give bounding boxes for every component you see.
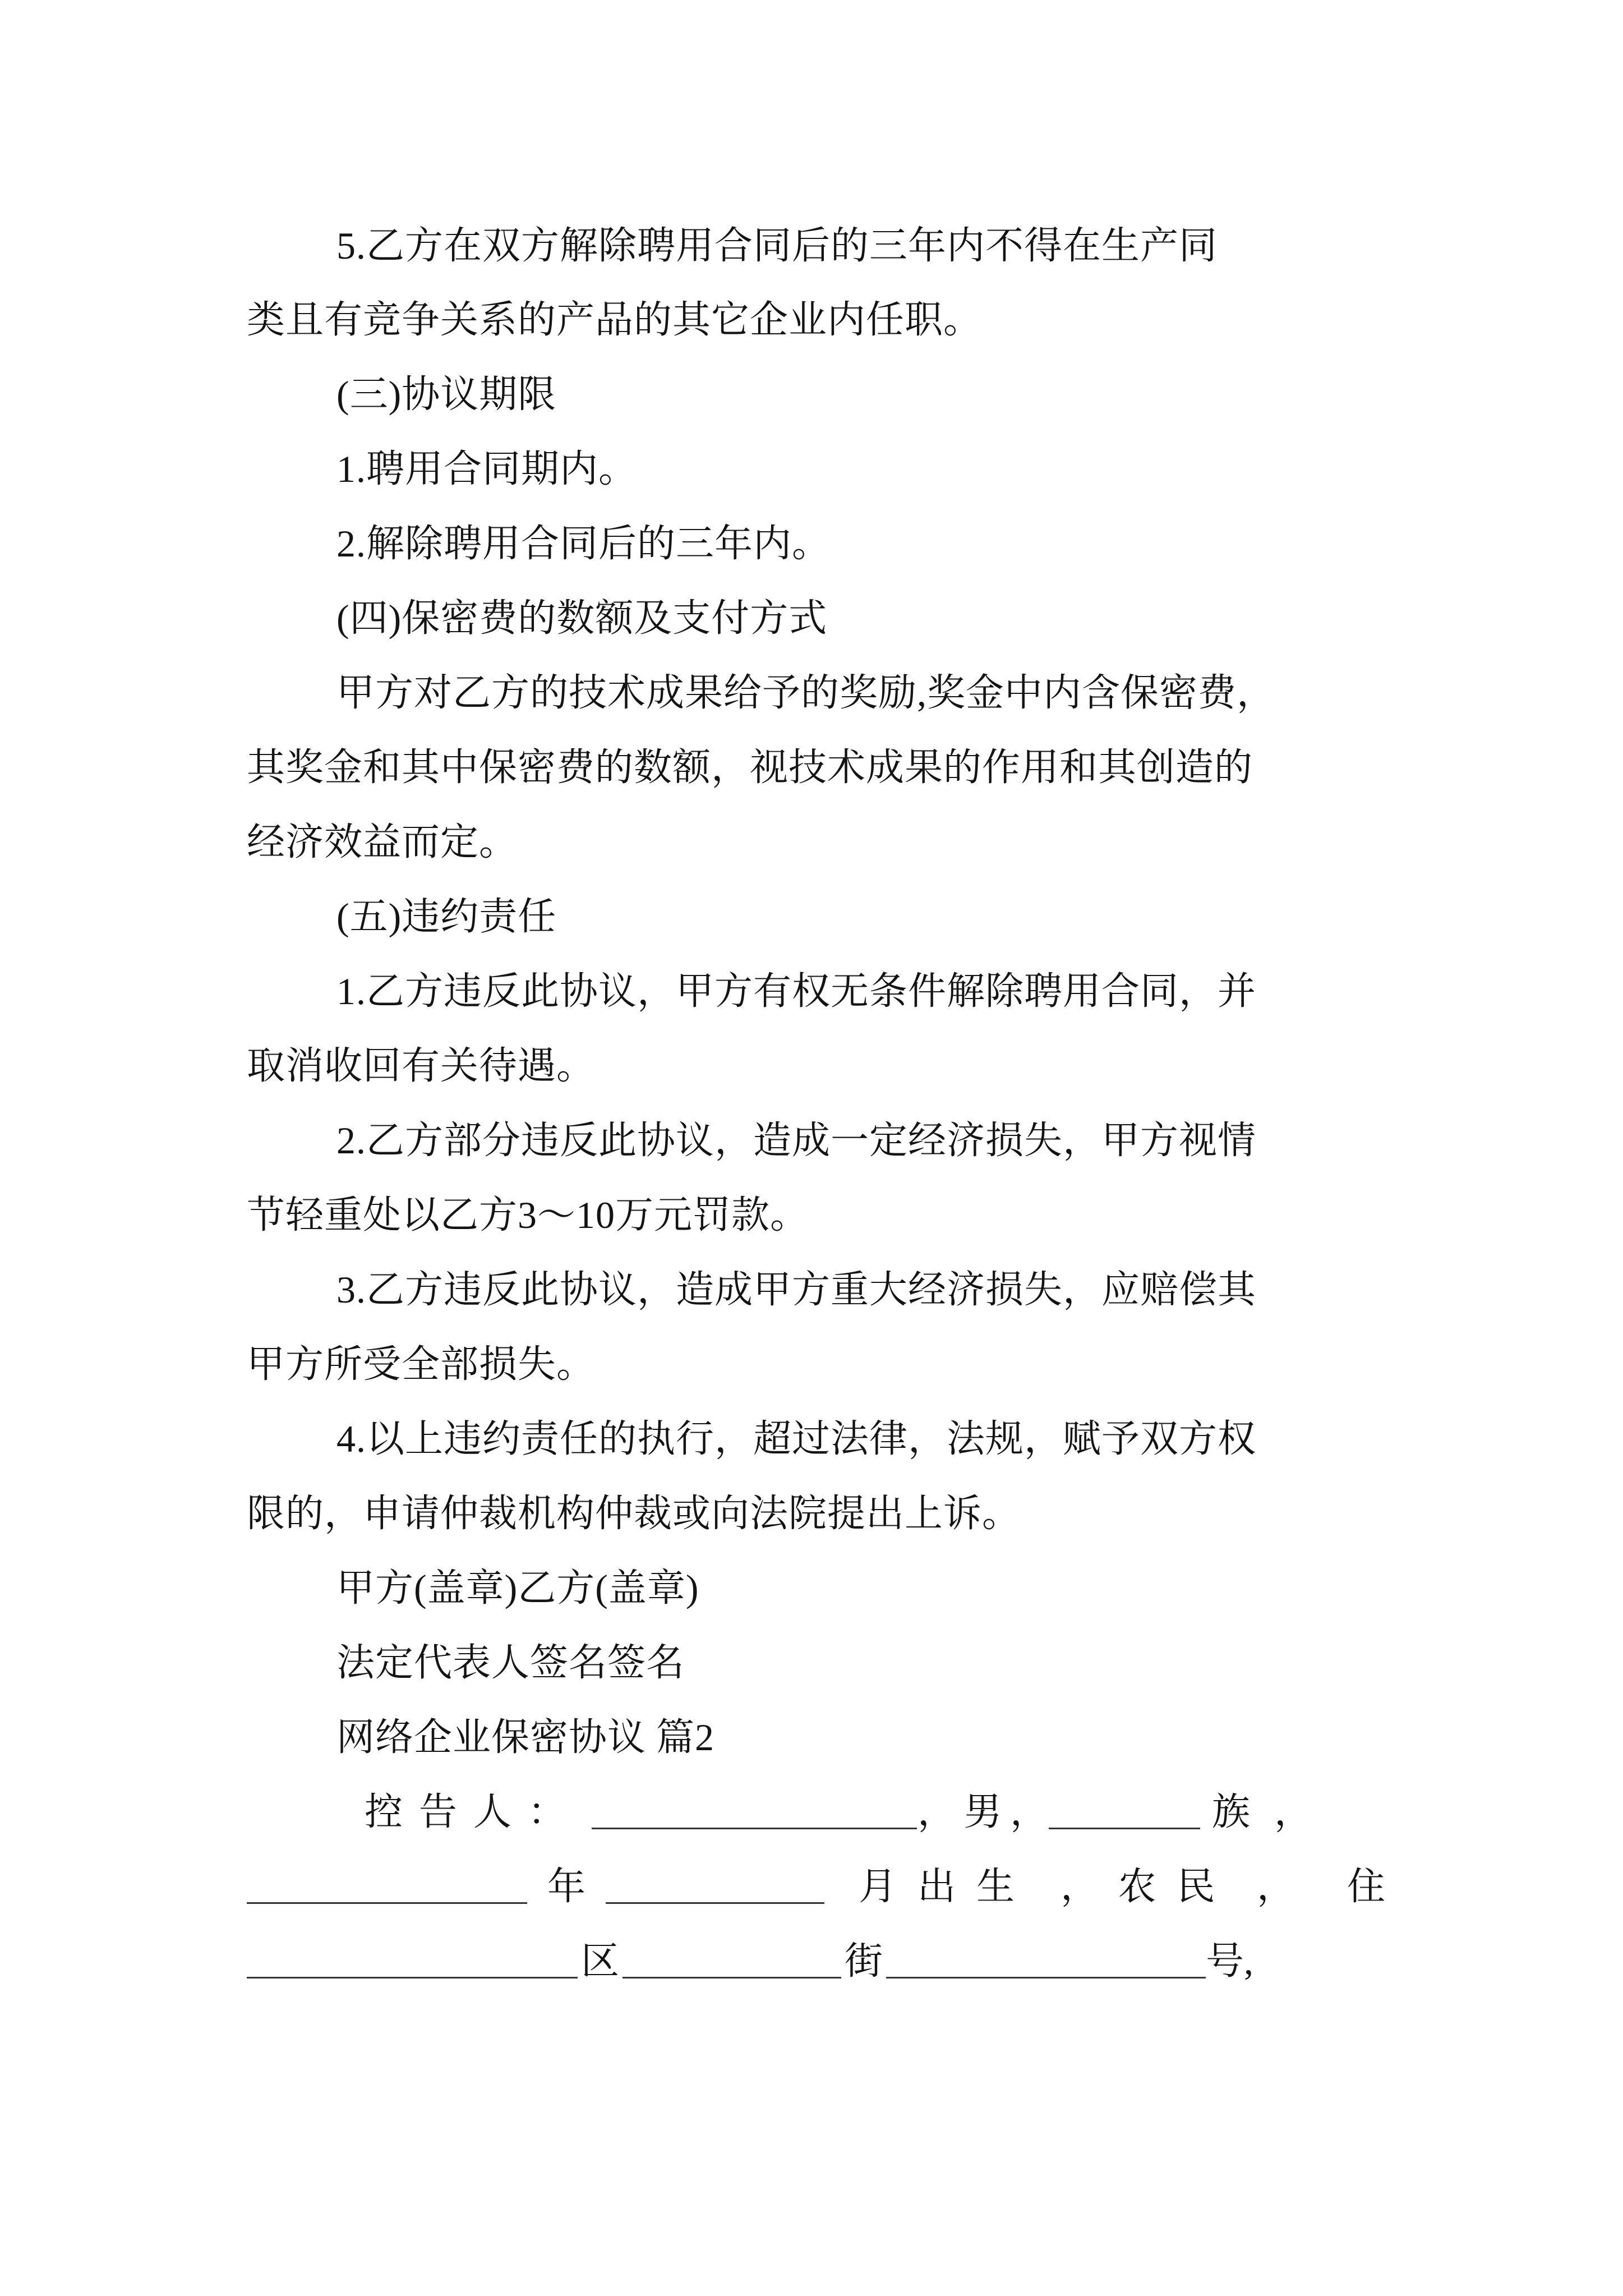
form-row-complainant [365, 1785, 1385, 1839]
paragraph-line: 限的，申请仲裁机构仲裁或向法院提出上诉。 [247, 1492, 1021, 1535]
district-blank [247, 1934, 578, 1978]
ethnicity-suffix: 族 [1211, 1791, 1250, 1833]
paragraph-line: 其奖金和其中保密费的数额，视技术成果的作用和其创造的 [247, 746, 1253, 789]
residence-label: 住 [1347, 1865, 1385, 1908]
occupation-value: 农 民 [1118, 1865, 1221, 1908]
comma-separator: ， [1009, 1791, 1048, 1833]
birth-year-blank [247, 1860, 527, 1904]
comma-separator: ， [917, 1791, 956, 1833]
gender-value: 男 [963, 1791, 1002, 1833]
comma-separator: ， [1274, 1791, 1312, 1833]
district-label: 区 [580, 1940, 619, 1982]
paragraph-line: 2.乙方部分违反此协议，造成一定经济损失，甲方视情 [336, 1119, 1257, 1162]
house-number-label: 号, [1206, 1940, 1254, 1982]
birth-month-label: 月 出 生 [858, 1865, 1020, 1908]
paragraph-line: 节轻重处以乙方3～10万元罚款。 [247, 1194, 809, 1236]
year-label: 年 [547, 1865, 585, 1908]
street-blank [623, 1934, 841, 1978]
section-heading: (三)协议期限 [336, 373, 557, 416]
paragraph-line: 类且有竞争关系的产品的其它企业内任职。 [247, 298, 983, 341]
house-number-blank [886, 1934, 1206, 1978]
paragraph-line: 经济效益而定。 [247, 821, 518, 863]
paragraph-line: 取消收回有关待遇。 [247, 1045, 596, 1087]
complainant-label: 控 告 人 ： [365, 1791, 570, 1833]
comma-separator: ， [1060, 1865, 1099, 1908]
paragraph-line: 1.乙方违反此协议，甲方有权无条件解除聘用合同，并 [336, 970, 1257, 1013]
signature-line: 甲方(盖章)乙方(盖章) [336, 1567, 699, 1609]
comma-separator: ， [1256, 1865, 1295, 1908]
paragraph-line: 甲方对乙方的技术成果给予的奖励,奖金中内含保密费， [336, 671, 1276, 714]
form-row-birth [247, 1860, 1385, 1913]
paragraph-line: 1.聘用合同期内。 [336, 448, 638, 490]
section-heading: (四)保密费的数额及支付方式 [336, 597, 828, 639]
paragraph-line: 甲方所受全部损失。 [247, 1343, 596, 1386]
paragraph-line: 3.乙方违反此协议，造成甲方重大经济损失，应赔偿其 [336, 1268, 1257, 1311]
birth-month-blank [606, 1860, 824, 1904]
section-heading: (五)违约责任 [336, 895, 557, 938]
form-row-address [247, 1934, 1385, 1988]
ethnicity-blank [1049, 1785, 1200, 1829]
section-title: 网络企业保密协议 篇2 [336, 1716, 715, 1759]
paragraph-line: 2.解除聘用合同后的三年内。 [336, 522, 831, 565]
paragraph-line: 4.以上违约责任的执行，超过法律，法规，赋予双方权 [336, 1418, 1257, 1460]
paragraph-line: 5.乙方在双方解除聘用合同后的三年内不得在生产同 [336, 224, 1218, 267]
name-blank [592, 1785, 917, 1829]
street-label: 街 [844, 1940, 883, 1982]
signature-line: 法定代表人签名签名 [336, 1641, 685, 1684]
